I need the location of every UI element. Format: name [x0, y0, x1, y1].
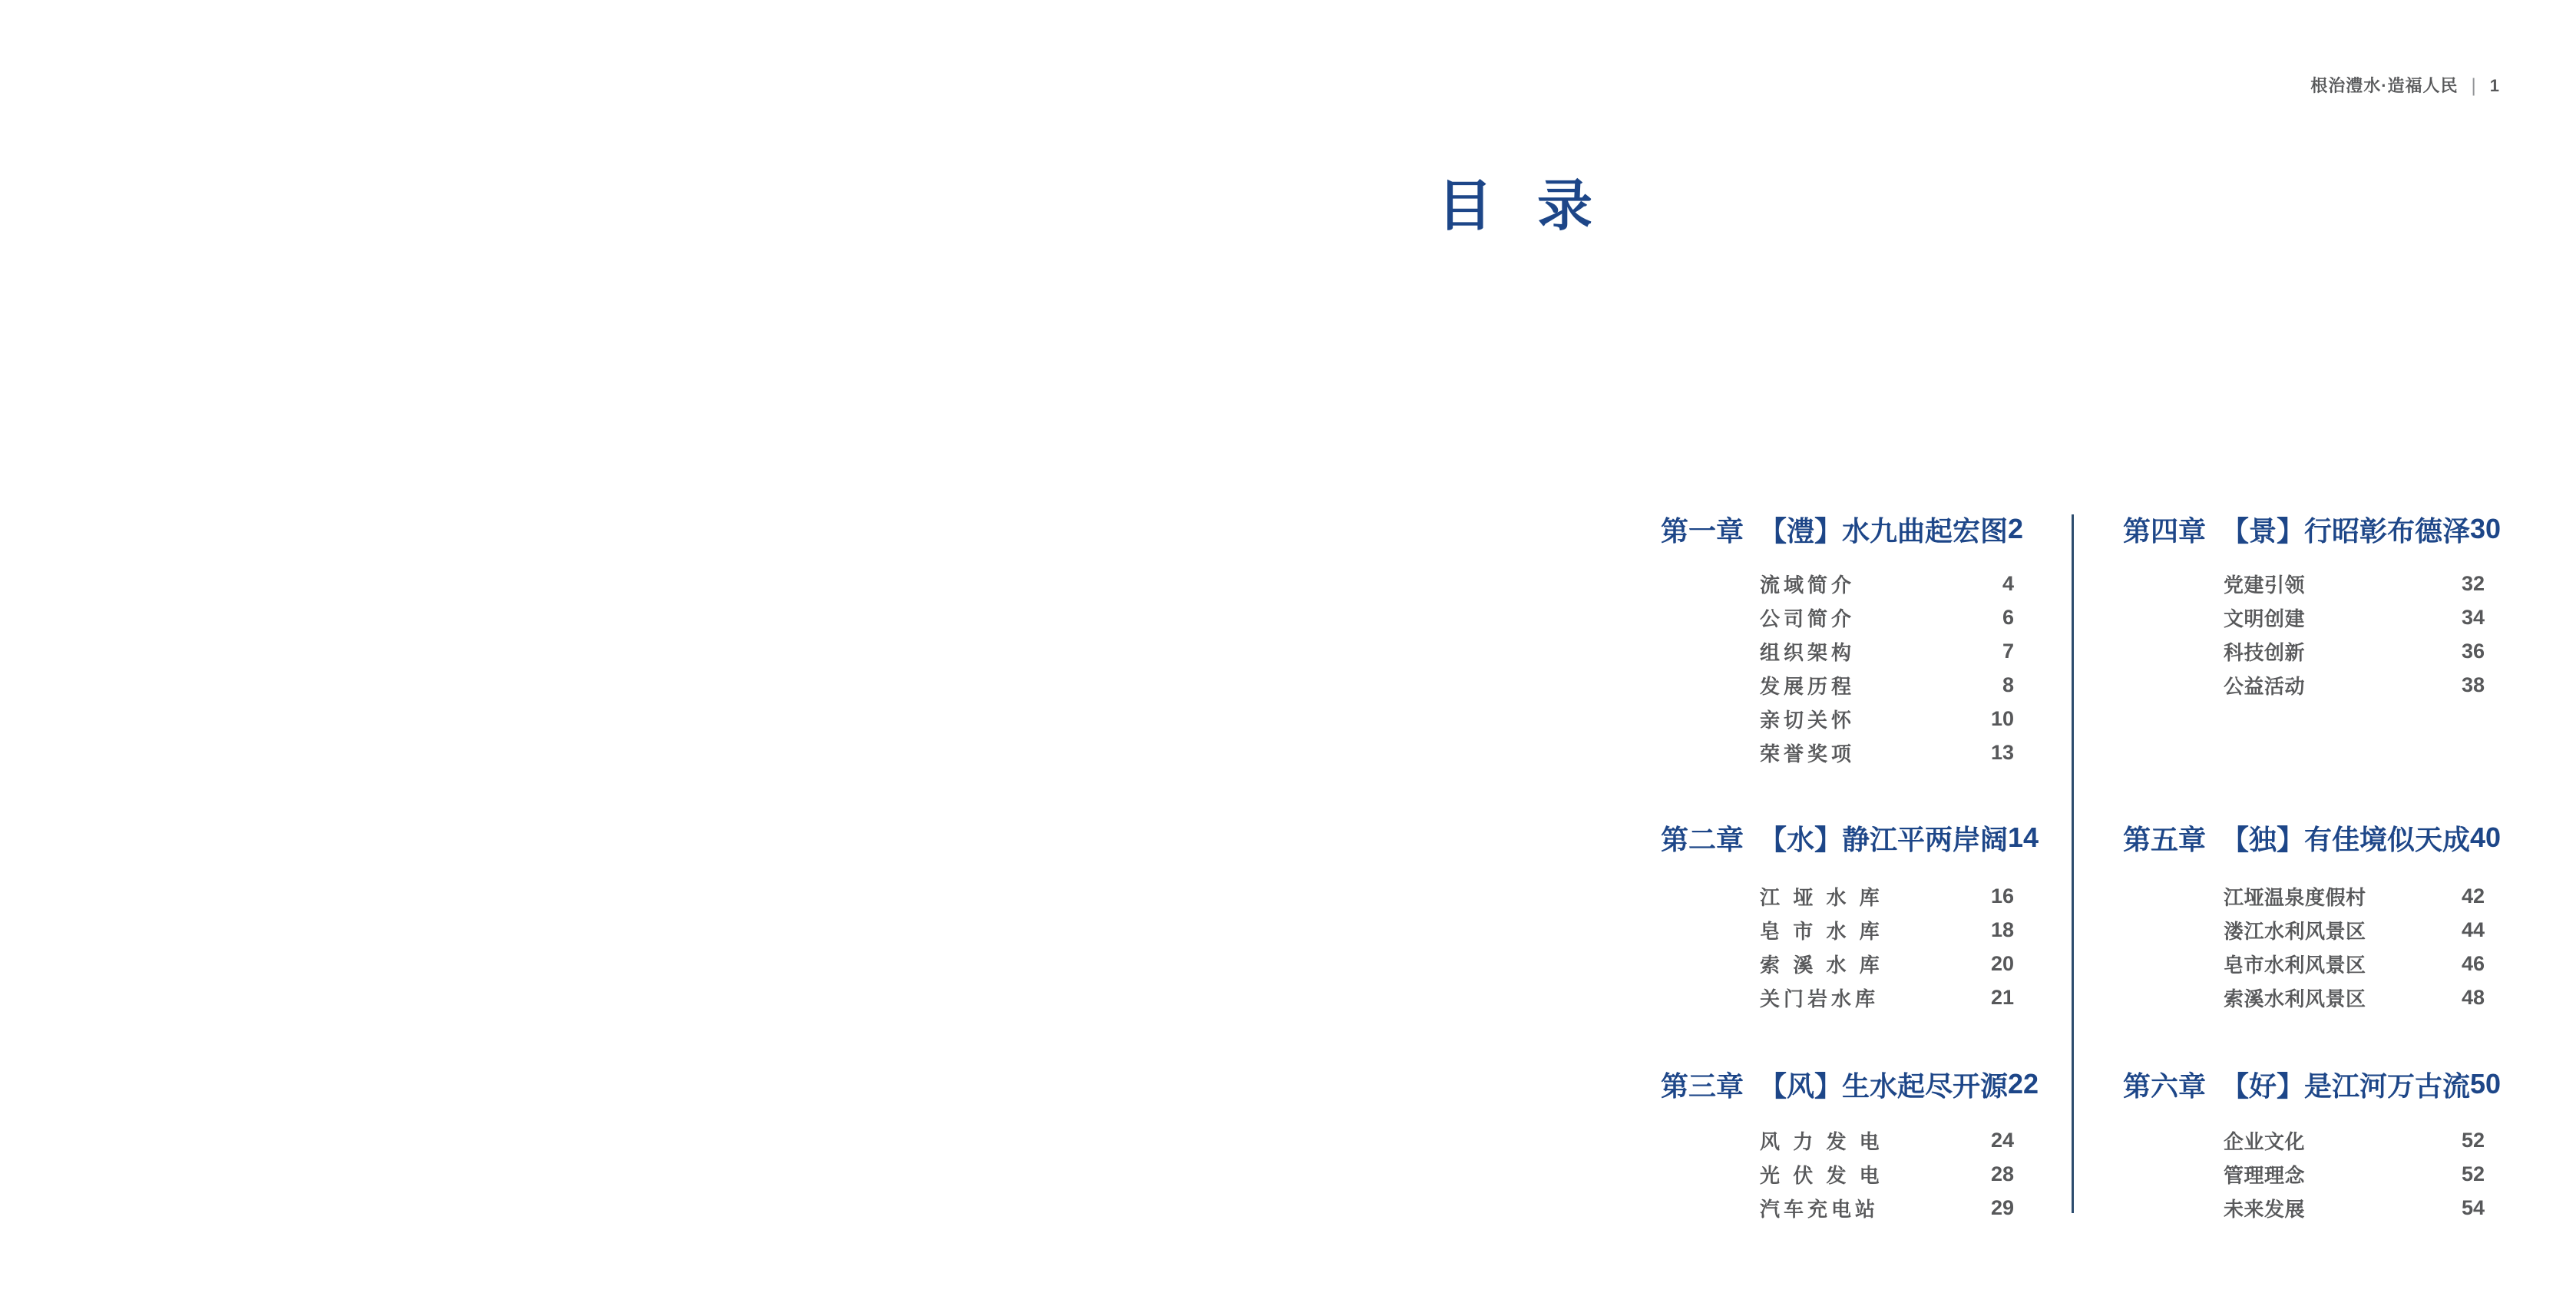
toc-item[interactable] [1760, 980, 2014, 1014]
toc-item[interactable] [1760, 668, 2014, 702]
page-header [2310, 74, 2500, 98]
item-label: 光 伏 发 电 [1760, 1163, 1883, 1187]
item-label: 溇江水利风景区 [2224, 919, 2366, 943]
item-page-number: 13 [1990, 740, 2014, 764]
item-page-number: 52 [2461, 1162, 2485, 1185]
toc-title [1437, 177, 1592, 236]
toc-item[interactable] [2224, 1123, 2485, 1157]
item-page-number: 18 [1990, 918, 2014, 941]
item-page-number: 32 [2461, 571, 2485, 595]
item-label: 发展历程 [1760, 674, 1856, 698]
item-label: 江垭温泉度假村 [2224, 885, 2366, 909]
chapter-4-row[interactable] [2123, 512, 2502, 547]
chapter-3-items [1760, 1123, 2014, 1225]
toc-item[interactable] [1760, 913, 2014, 947]
chapter-6-row[interactable] [2123, 1067, 2502, 1102]
chapter-1-label: 第一章 [1661, 514, 1744, 547]
chapter-1-row[interactable] [1661, 512, 2024, 547]
item-page-number: 34 [2461, 605, 2485, 629]
item-page-number: 4 [2002, 571, 2014, 595]
item-label: 江 垭 水 库 [1760, 885, 1883, 909]
item-page-number: 28 [1990, 1162, 2014, 1185]
toc-item[interactable] [2224, 913, 2485, 947]
column-divider [2072, 514, 2074, 1213]
chapter-2-title: 【水】静江平两岸阔 [1759, 823, 2009, 855]
item-label: 荣誉奖项 [1760, 742, 1856, 765]
item-page-number: 36 [2461, 639, 2485, 663]
toc-item[interactable] [2224, 1157, 2485, 1191]
item-page-number: 44 [2461, 918, 2485, 941]
toc-item[interactable] [1760, 879, 2014, 913]
chapter-3-page-number: 22 [2008, 1068, 2039, 1099]
item-label: 皂市水利风景区 [2224, 953, 2366, 977]
chapter-2-row[interactable] [1661, 821, 2039, 855]
item-page-number: 20 [1990, 951, 2014, 975]
item-label: 索 溪 水 库 [1760, 953, 1883, 977]
chapter-2-label: 第二章 [1661, 823, 1744, 855]
chapter-4-page-number: 30 [2470, 513, 2502, 544]
toc-item[interactable] [1760, 947, 2014, 980]
item-page-number: 24 [1990, 1128, 2014, 1152]
header-page-number: 1 [2489, 76, 2500, 95]
chapter-1-title: 【澧】水九曲起宏图 [1759, 514, 2009, 547]
chapter-6-page-number: 50 [2470, 1068, 2502, 1099]
toc-item[interactable] [1760, 600, 2014, 634]
item-page-number: 48 [2461, 985, 2485, 1009]
item-page-number: 54 [2461, 1195, 2485, 1219]
item-page-number: 8 [2002, 673, 2014, 696]
item-label: 管理理念 [2224, 1163, 2306, 1187]
item-label: 汽车充电站 [1760, 1197, 1880, 1221]
toc-item[interactable] [2224, 1191, 2485, 1225]
toc-title-char-1: 目 [1437, 176, 1493, 237]
chapter-4-title: 【景】行昭彰布德泽 [2221, 514, 2471, 547]
item-page-number: 16 [1990, 884, 2014, 908]
chapter-3-row[interactable] [1661, 1067, 2039, 1102]
chapter-5-items [2224, 879, 2485, 1014]
item-page-number: 29 [1990, 1195, 2014, 1219]
toc-item[interactable] [2224, 567, 2485, 600]
toc-item[interactable] [2224, 879, 2485, 913]
chapter-1-page-number: 2 [2008, 513, 2024, 544]
item-label: 索溪水利风景区 [2224, 987, 2366, 1010]
item-label: 科技创新 [2224, 640, 2306, 664]
chapter-6-title: 【好】是江河万古流 [2221, 1070, 2471, 1102]
item-page-number: 52 [2461, 1128, 2485, 1152]
toc-item[interactable] [2224, 600, 2485, 634]
chapter-6-label: 第六章 [2123, 1070, 2207, 1102]
toc-item[interactable] [1760, 702, 2014, 736]
item-page-number: 38 [2461, 673, 2485, 696]
item-label: 风 力 发 电 [1760, 1129, 1883, 1153]
item-label: 亲切关怀 [1760, 708, 1856, 732]
toc-item[interactable] [1760, 1123, 2014, 1157]
item-label: 组织架构 [1760, 640, 1856, 664]
item-page-number: 46 [2461, 951, 2485, 975]
item-page-number: 21 [1990, 985, 2014, 1009]
chapter-5-page-number: 40 [2470, 822, 2502, 853]
toc-item[interactable] [2224, 668, 2485, 702]
header-separator: | [2471, 74, 2477, 97]
chapter-6-items [2224, 1123, 2485, 1225]
chapter-3-label: 第三章 [1661, 1070, 1744, 1102]
toc-item[interactable] [1760, 634, 2014, 668]
item-label: 皂 市 水 库 [1760, 919, 1883, 943]
chapter-5-label: 第五章 [2123, 823, 2207, 855]
toc-item[interactable] [2224, 980, 2485, 1014]
chapter-2-items [1760, 879, 2014, 1014]
toc-item[interactable] [1760, 1157, 2014, 1191]
item-label: 流域简介 [1760, 573, 1856, 597]
chapter-4-items [2224, 567, 2485, 702]
chapter-4-label: 第四章 [2123, 514, 2207, 547]
chapter-5-row[interactable] [2123, 821, 2502, 855]
toc-item[interactable] [1760, 736, 2014, 769]
item-page-number: 6 [2002, 605, 2014, 629]
chapter-2-page-number: 14 [2008, 822, 2039, 853]
toc-item[interactable] [2224, 634, 2485, 668]
toc-title-char-2: 录 [1537, 176, 1593, 237]
chapter-5-title: 【独】有佳境似天成 [2221, 823, 2471, 855]
item-label: 党建引领 [2224, 573, 2306, 597]
item-page-number: 10 [1990, 706, 2014, 730]
chapter-3-title: 【风】生水起尽开源 [1759, 1070, 2009, 1102]
item-label: 未来发展 [2224, 1197, 2306, 1221]
item-label: 公益活动 [2224, 674, 2306, 698]
item-label: 文明创建 [2224, 607, 2306, 630]
toc-item[interactable] [2224, 947, 2485, 980]
chapter-1-items [1760, 567, 2014, 769]
item-label: 关门岩水库 [1760, 987, 1880, 1010]
item-label: 企业文化 [2224, 1129, 2306, 1153]
toc-item[interactable] [1760, 567, 2014, 600]
item-label: 公司简介 [1760, 607, 1856, 630]
item-page-number: 42 [2461, 884, 2485, 908]
header-brand-text: 根治澧水·造福人民 [2310, 76, 2459, 95]
item-page-number: 7 [2002, 639, 2014, 663]
toc-item[interactable] [1760, 1191, 2014, 1225]
